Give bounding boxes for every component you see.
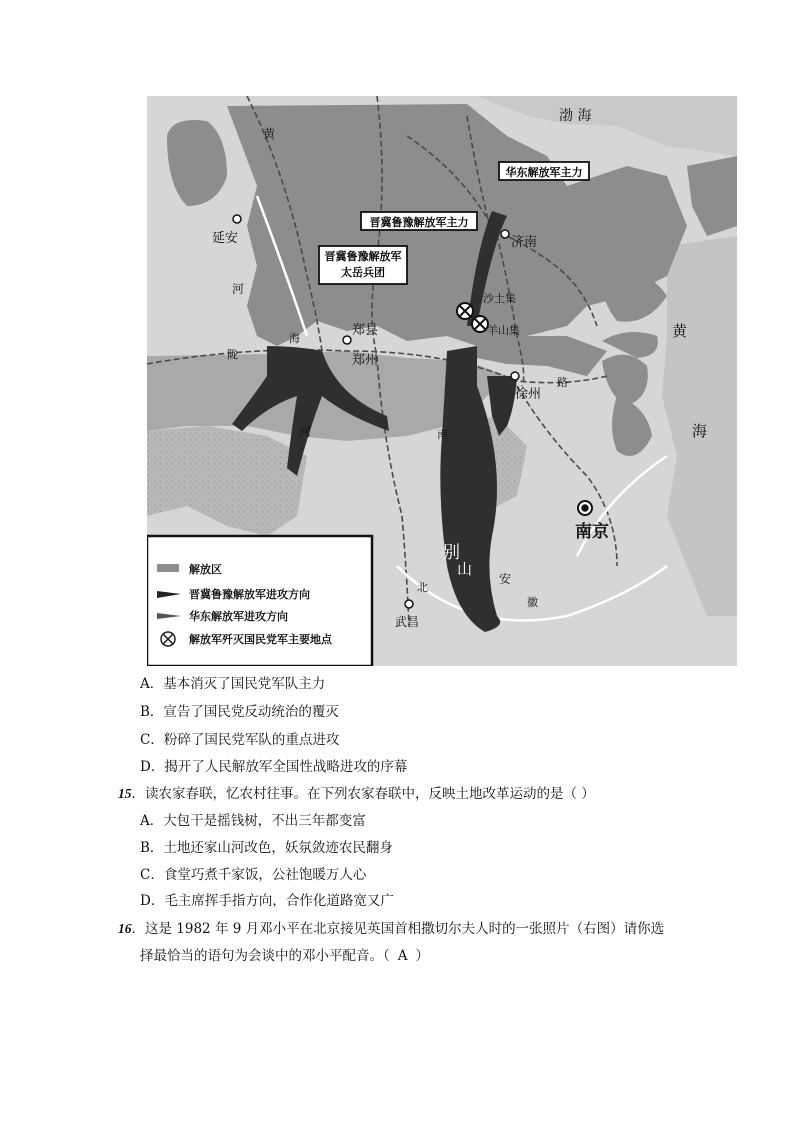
label-an: 安	[499, 572, 512, 586]
q16-stem-line1	[118, 920, 664, 938]
label-he2: 河	[299, 425, 312, 439]
callout-jinjiluyu-text: 晋冀鲁豫解放军主力	[369, 216, 469, 229]
label-shan: 山	[457, 560, 473, 578]
label-shatuji: 沙土集	[483, 292, 516, 305]
label-bohai: 渤 海	[559, 108, 592, 124]
callout-huadong	[499, 162, 589, 180]
q15-option-c: C．食堂巧煮千家饭，公社饱暖万人心	[140, 867, 367, 883]
legend-text-hd: 华东解放军进攻方向	[189, 610, 288, 623]
q14-option-d: D．揭开了人民解放军全国性战略进攻的序幕	[140, 759, 408, 775]
callout-taiyue-line1: 晋冀鲁豫解放军	[324, 250, 402, 263]
label-zhengxian: 郑县	[352, 323, 379, 338]
q15-option-d: D．毛主席挥手指方向，合作化道路宽又广	[140, 893, 394, 909]
label-he1: 河	[232, 282, 245, 296]
callout-taiyue-line2: 太岳兵团	[341, 266, 385, 279]
q16-answer: A	[397, 948, 408, 964]
q14-option-a: A．基本消灭了国民党军队主力	[140, 676, 326, 692]
q15-stem	[118, 785, 595, 803]
q16-number: 16	[118, 921, 132, 936]
q16-close-paren: ）	[415, 948, 429, 964]
q14-option-b: B．宣告了国民党反动统治的覆灭	[140, 704, 339, 720]
label-xuzhou: 徐州	[515, 387, 542, 402]
callout-taiyue	[319, 246, 407, 284]
callout-jinjiluyu	[361, 212, 477, 230]
legend-text-liberated: 解放区	[189, 563, 222, 576]
label-long: 陇	[227, 348, 238, 361]
label-zhengzhou: 郑州	[352, 353, 379, 368]
q16-line2-text: 择最恰当的语句为会谈中的邓小平配音。（	[140, 948, 390, 964]
label-wuchang: 武昌	[395, 615, 420, 629]
q15-number: 15	[118, 786, 132, 801]
label-yangshanji: 羊山集	[487, 324, 520, 337]
label-bie: 别	[443, 543, 460, 563]
label-huang1: 黄	[263, 127, 276, 141]
legend-swatch-liberated	[157, 564, 179, 572]
q15-stem-text: ．读农家春联，忆农村往事。在下列农家春联中，反映土地改革运动的是（ ）	[131, 786, 595, 802]
legend-annihilate-icon	[161, 632, 175, 646]
q14-option-c: C．粉碎了国民党军队的重点进攻	[140, 732, 340, 748]
q15-option-a: A．大包干是摇钱树，不出三年都变富	[140, 813, 366, 829]
q16-stem-line2	[140, 947, 429, 965]
legend-text-jjly: 晋冀鲁豫解放军进攻方向	[189, 588, 310, 601]
map-figure	[147, 96, 737, 666]
label-nan: 南	[437, 428, 448, 441]
callout-huadong-text: 华东解放军主力	[505, 166, 583, 179]
legend-text-annihilate: 解放军歼灭国民党军主要地点	[189, 633, 332, 646]
label-hai: 海	[692, 422, 708, 440]
label-yanan: 延安	[212, 231, 239, 246]
legend-box	[147, 536, 372, 666]
label-hai-rail: 海	[289, 332, 300, 345]
q15-option-b: B．土地还家山河改色，妖氛敛迹农民翻身	[140, 840, 393, 856]
label-jinan: 济南	[511, 235, 538, 250]
label-lu: 路	[557, 376, 568, 389]
label-hui: 徽	[527, 596, 538, 609]
label-nanjing: 南京	[575, 522, 609, 542]
q16-line1-text: ．这是 1982 年 9 月邓小平在北京接见英国首相撒切尔夫人时的一张照片（右图）请你选	[131, 921, 665, 937]
label-huanghai: 黄	[672, 322, 688, 340]
label-bei: 北	[417, 581, 428, 594]
